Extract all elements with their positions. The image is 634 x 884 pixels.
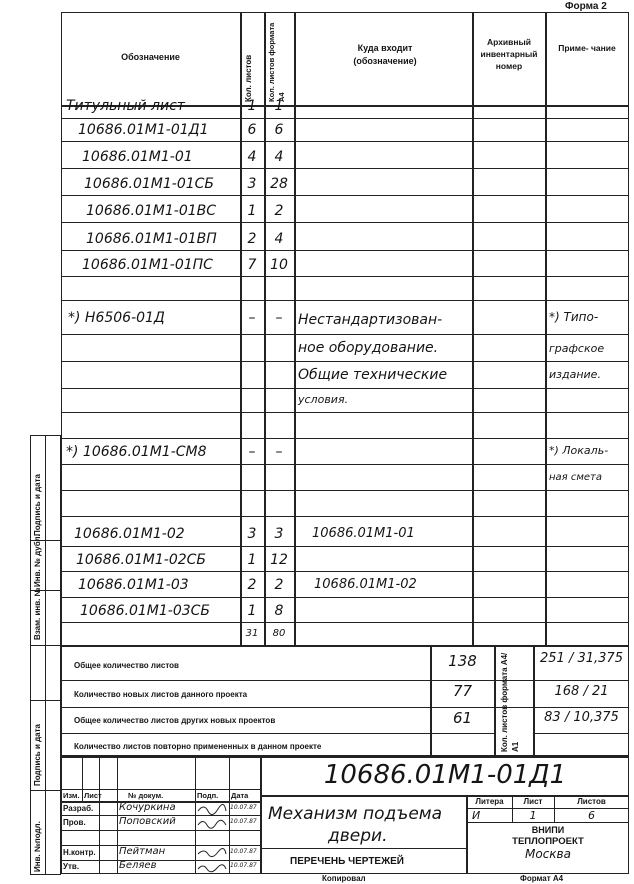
row-where: 10686.01М1-02: [314, 577, 417, 592]
tb-litera-value: И: [472, 809, 481, 822]
row-a4: 28: [270, 176, 288, 192]
tb-role: Пров.: [63, 818, 86, 827]
tb-name: Беляев: [119, 860, 157, 871]
header-note: Приме- чание: [558, 43, 616, 53]
margin-label-sign-date-2: Подпись и дата: [33, 724, 42, 786]
row-sheets: 31: [245, 628, 259, 639]
total-a4-new: 168 / 21: [554, 684, 609, 699]
row-where: Нестандартизован-: [298, 312, 443, 328]
row-a4: 4: [274, 231, 284, 247]
tb-name: Кочуркина: [119, 802, 176, 813]
row-designation: 10686.01М1-01: [82, 149, 193, 165]
row-designation: 10686.01М1-01ВП: [86, 231, 217, 247]
row-sheets: 3: [247, 176, 257, 192]
form-label: Форма 2: [565, 1, 607, 12]
row-a4: 12: [270, 552, 288, 568]
margin-label-dup-inv: Инв. № дубл.: [33, 534, 42, 587]
row-designation: 10686.01М1-01ВС: [86, 203, 217, 219]
tb-name: Поповский: [119, 816, 176, 827]
row-designation: 10686.01М1-02СБ: [76, 552, 207, 568]
row-sheets: 1: [247, 203, 257, 219]
row-where: ное оборудование.: [298, 340, 439, 356]
row-a4: 8: [274, 603, 284, 619]
tb-lists-value: 6: [588, 809, 595, 822]
row-a4: –: [275, 310, 283, 326]
tb-header-izm: Изм.: [63, 791, 80, 800]
row-designation: 10686.01М1-02: [74, 526, 185, 542]
tb-lists-label: Листов: [577, 797, 606, 806]
margin-label-orig-inv: Инв. №подл.: [33, 821, 42, 872]
row-a4: 6: [274, 122, 284, 138]
tb-date: 10.07.87: [230, 848, 257, 855]
tb-role: Н.контр.: [63, 848, 96, 857]
row-a4: 3: [274, 526, 284, 542]
tb-litera-label: Литера: [475, 797, 504, 806]
row-sheets: 7: [247, 257, 257, 273]
tb-org1: ВНИПИ: [531, 825, 565, 835]
row-sheets: –: [248, 444, 256, 460]
signatures: [195, 801, 229, 874]
row-designation: 10686.01М1-01Д1: [78, 122, 209, 138]
margin-label-replace-inv: Взам. инв. №: [33, 587, 42, 640]
header-designation: Обозначение: [121, 52, 180, 62]
tb-city: Москва: [525, 847, 571, 861]
tb-doc-code: 10686.01М1-01Д1: [323, 760, 567, 790]
tb-list-value: 1: [529, 809, 537, 822]
row-designation: Титульный лист: [66, 98, 185, 114]
header-part-of: Куда входит (обозначение): [353, 43, 417, 66]
row-sheets: 1: [247, 603, 257, 619]
total-value-new: 77: [452, 682, 473, 700]
total-value-all: 138: [448, 652, 477, 670]
row-note: издание.: [549, 368, 601, 381]
tb-date: 10.07.87: [230, 804, 257, 811]
row-sheets: 2: [247, 231, 257, 247]
row-a4: 10: [270, 257, 288, 273]
row-a4: 2: [274, 577, 284, 593]
row-a4: 4: [274, 149, 284, 165]
row-sheets: 1: [247, 98, 257, 114]
totals-side-label: Кол. листов формата А4/А1: [500, 652, 520, 752]
row-note: графское: [549, 342, 605, 355]
row-a4: 1: [274, 98, 284, 114]
copied-label: Копировал: [322, 874, 366, 883]
tb-header-doc: № докум.: [128, 791, 164, 800]
row-note: *) Локаль-: [549, 444, 609, 457]
row-note: ная смета: [549, 472, 603, 483]
row-designation: *) 10686.01М1-СМ8: [66, 444, 207, 460]
header-a4-count: Кол. листов формата А4: [267, 22, 286, 102]
row-sheets: 1: [247, 552, 257, 568]
row-where: 10686.01М1-01: [312, 526, 415, 541]
row-a4: –: [275, 444, 283, 460]
total-label-reused: Количество листов повторно примененных в данном проекте: [74, 742, 322, 751]
row-where: условия.: [298, 393, 349, 406]
total-a4-other: 83 / 10,375: [544, 710, 619, 725]
total-label-new: Количество новых листов данного проекта: [74, 690, 248, 699]
row-designation: *) Н6506-01Д: [68, 310, 165, 326]
header-sheet-count: Кол. листов: [244, 54, 253, 102]
row-designation: 10686.01М1-03СБ: [80, 603, 211, 619]
tb-header-date: Дата: [231, 791, 249, 800]
margin-label-sign-date-1: Подпись и дата: [33, 474, 42, 536]
format-footer: Формат А4: [520, 874, 564, 883]
tb-role: Утв.: [63, 862, 80, 871]
row-sheets: 3: [247, 526, 257, 542]
header-archive-no: Архивный инвентарный номер: [480, 37, 538, 71]
row-sheets: –: [248, 310, 256, 326]
tb-date: 10.07.87: [230, 818, 257, 825]
tb-name: Пейтман: [119, 846, 166, 857]
row-sheets: 2: [247, 577, 257, 593]
row-designation: 10686.01М1-01СБ: [84, 176, 215, 192]
row-sheets: 6: [247, 122, 257, 138]
row-note: *) Типо-: [549, 310, 599, 324]
row-designation: 10686.01М1-01ПС: [82, 257, 213, 273]
total-label-other: Общее количество листов других новых проектов: [74, 716, 276, 725]
tb-list-label: Лист: [523, 797, 543, 806]
tb-org2: ТЕПЛОПРОЕКТ: [512, 836, 584, 847]
row-a4: 80: [272, 628, 286, 639]
tb-title-line2: двери.: [328, 826, 388, 846]
tb-header-list: Лист: [84, 791, 102, 800]
total-label-all: Общее количество листов: [74, 661, 179, 670]
tb-date: 10.07.87: [230, 862, 257, 869]
total-a4-all: 251 / 31,375: [540, 651, 623, 666]
tb-title-line1: Механизм подъема: [268, 804, 443, 824]
tb-role: Разраб.: [63, 804, 94, 813]
tb-sheet-title: ПЕРЕЧЕНЬ ЧЕРТЕЖЕЙ: [290, 856, 404, 867]
total-value-other: 61: [452, 709, 473, 727]
row-a4: 2: [274, 203, 284, 219]
row-sheets: 4: [247, 149, 257, 165]
row-where: Общие технические: [298, 367, 448, 383]
tb-header-sign: Подп.: [197, 791, 219, 800]
row-designation: 10686.01М1-03: [78, 577, 189, 593]
